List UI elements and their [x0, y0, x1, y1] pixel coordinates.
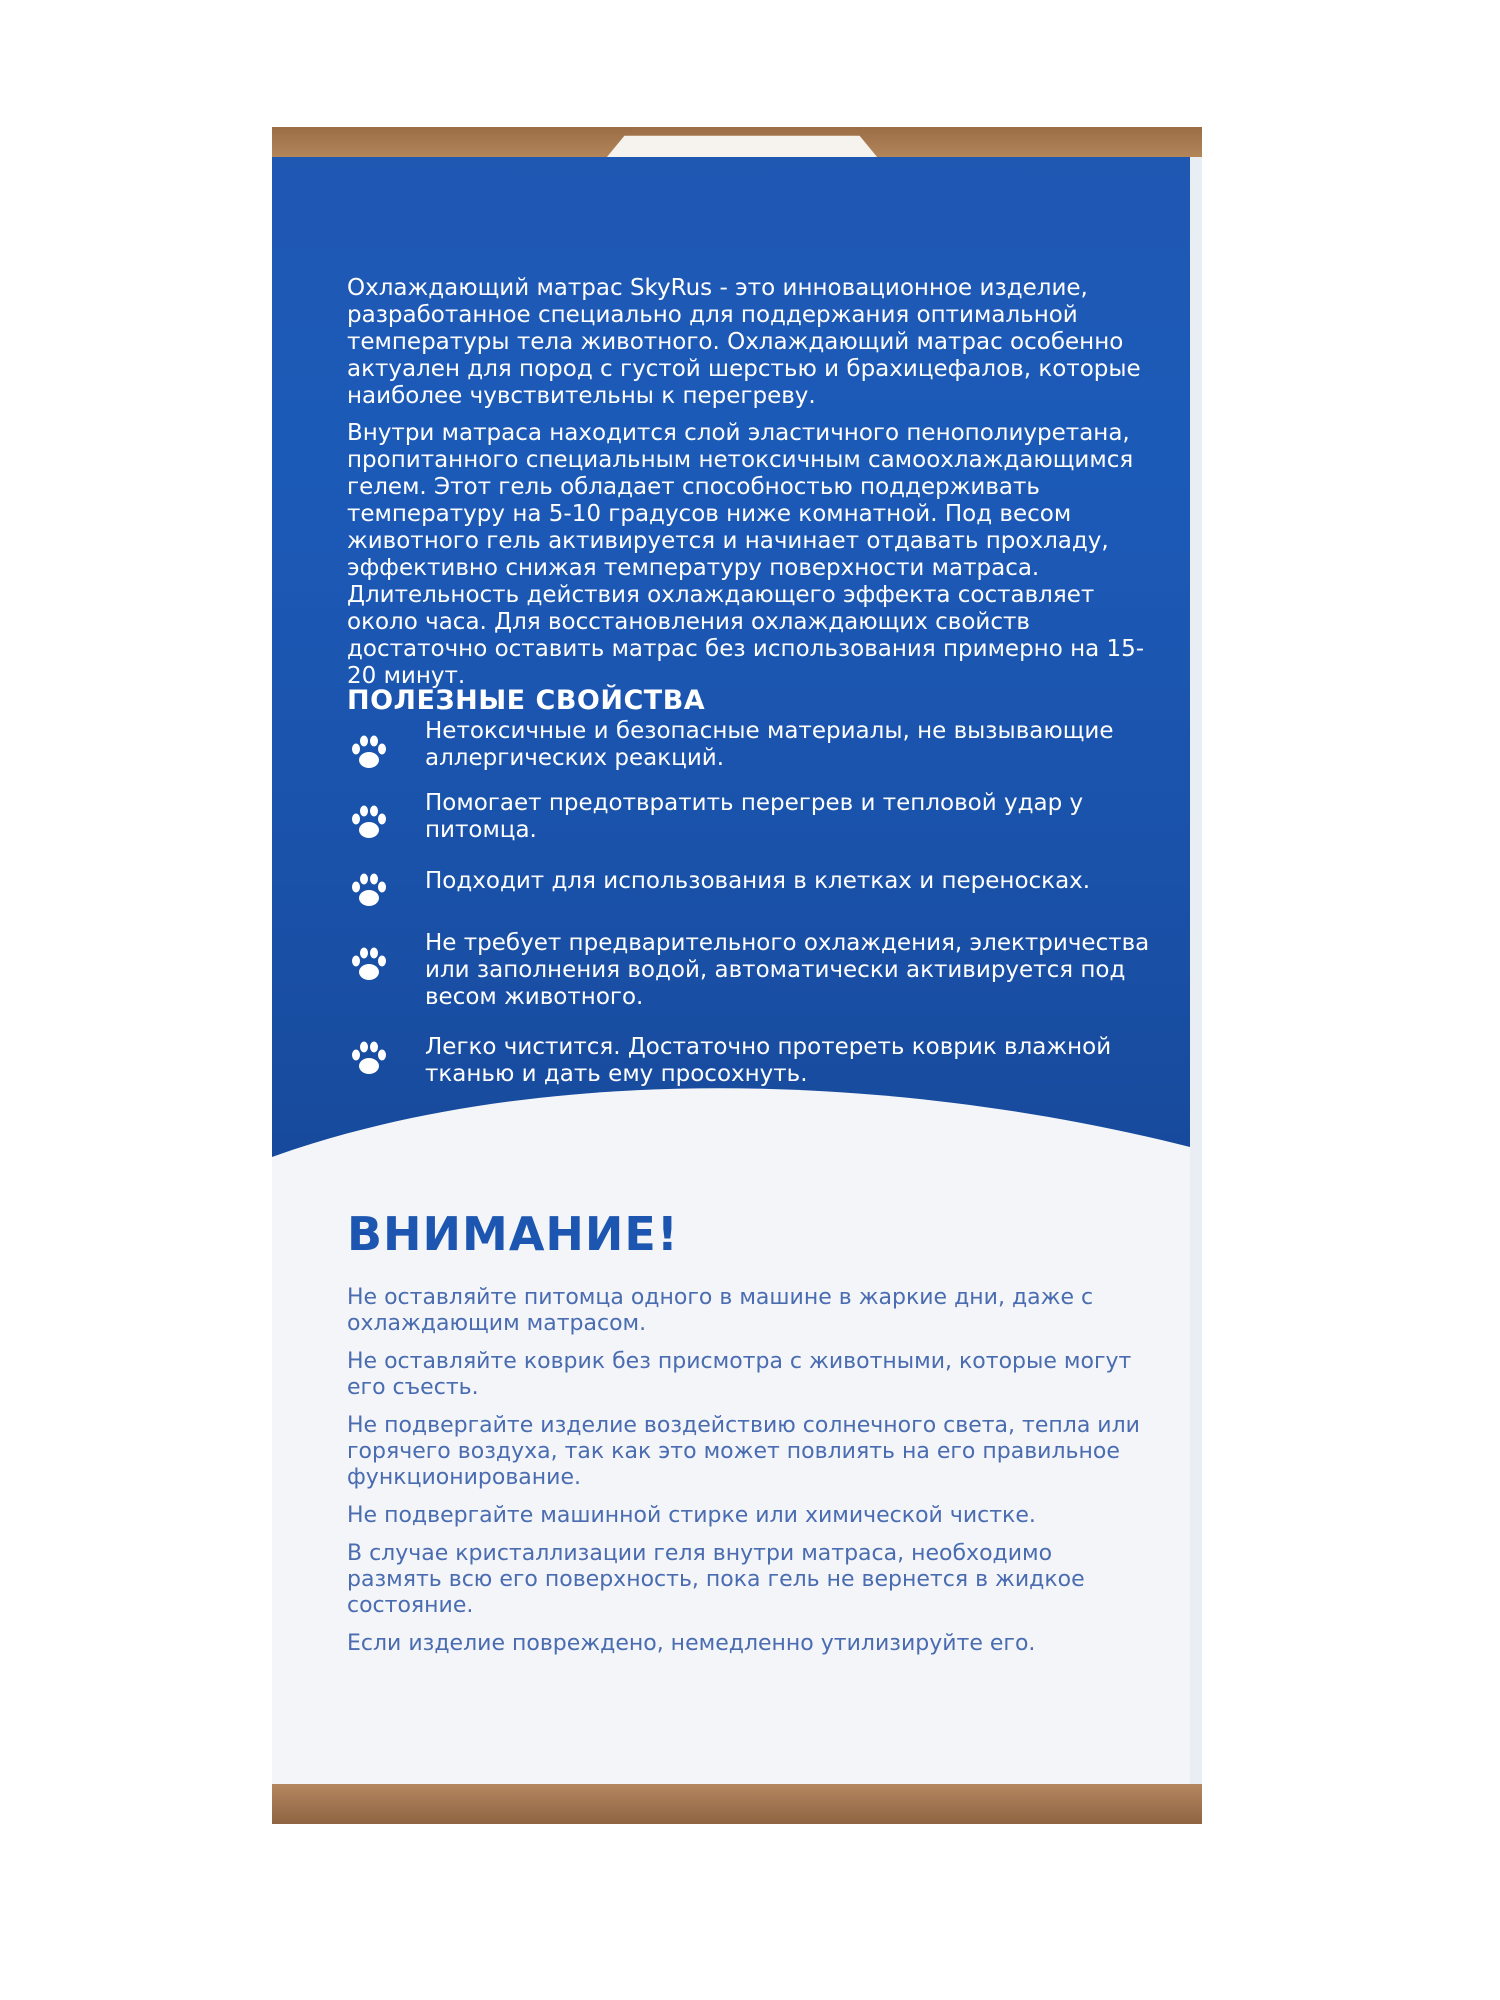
paw-icon — [347, 730, 391, 774]
intro-text — [347, 275, 1157, 700]
property-text: Подходит для использования в клетках и переносках. — [425, 868, 1091, 894]
property-text: Не требует предварительного охлаждения, электричества или заполнения водой, автоматически активируется под весом животного. — [425, 930, 1150, 1010]
properties-title: ПОЛЕЗНЫЕ СВОЙСТВА — [347, 685, 706, 716]
paw-icon — [347, 1036, 391, 1080]
product-box — [272, 127, 1202, 1824]
intro-paragraph: Охлаждающий матрас SkyRus - это инновационное изделие, разработанное специально для поддержания оптимальной температуры тела животного. Охлаждающий матрас особенно актуален для пород с густой шерстью и брахицефалов, которые наиболее чувствительны к перегреву. — [347, 275, 1141, 409]
box-bottom-flap — [272, 1784, 1202, 1824]
property-text: Легко чистится. Достаточно протереть коврик влажной тканью и дать ему просохнуть. — [425, 1034, 1112, 1087]
warning-item: Не оставляйте коврик без присмотра с животными, которые могут его съесть. — [347, 1349, 1132, 1400]
warning-item: Если изделие повреждено, немедленно утилизируйте его. — [347, 1631, 1036, 1656]
property-text: Нетоксичные и безопасные материалы, не вызывающие аллергических реакций. — [425, 718, 1114, 771]
warning-item: В случае кристаллизации геля внутри матраса, необходимо размять всю его поверхность, пока гель не вернется в жидкое состояние. — [347, 1541, 1085, 1618]
paw-icon — [347, 942, 391, 986]
warning-item: Не оставляйте питомца одного в машине в жаркие дни, даже с охлаждающим матрасом. — [347, 1285, 1094, 1336]
box-back-panel — [272, 157, 1190, 1792]
attention-title: ВНИМАНИЕ! — [347, 1207, 679, 1261]
warnings-list — [347, 1285, 1147, 1669]
paw-icon — [347, 800, 391, 844]
box-side-edge — [1188, 157, 1202, 1797]
warning-item: Не подвергайте машинной стирке или химической чистке. — [347, 1503, 1036, 1528]
paw-icon — [347, 868, 391, 912]
intro-paragraph: Внутри матраса находится слой эластичного пенополиуретана, пропитанного специальным нетоксичным самоохлаждающимся гелем. Этот гель обладает способностью поддерживать температуру на 5-10 градусов ниже комнатной. Под весом животного гель активируется и начинает отдавать прохладу, эффективно снижая температуру поверхности матраса. Длительность действия охлаждающего эффекта составляет около часа. Для восстановления охлаждающих свойств достаточно оставить матрас без использования примерно на 15-20 минут. — [347, 420, 1145, 689]
warning-item: Не подвергайте изделие воздействию солнечного света, тепла или горячего воздуха, так как это может повлиять на его правильное функционирование. — [347, 1413, 1140, 1490]
property-text: Помогает предотвратить перегрев и тепловой удар у питомца. — [425, 790, 1084, 843]
